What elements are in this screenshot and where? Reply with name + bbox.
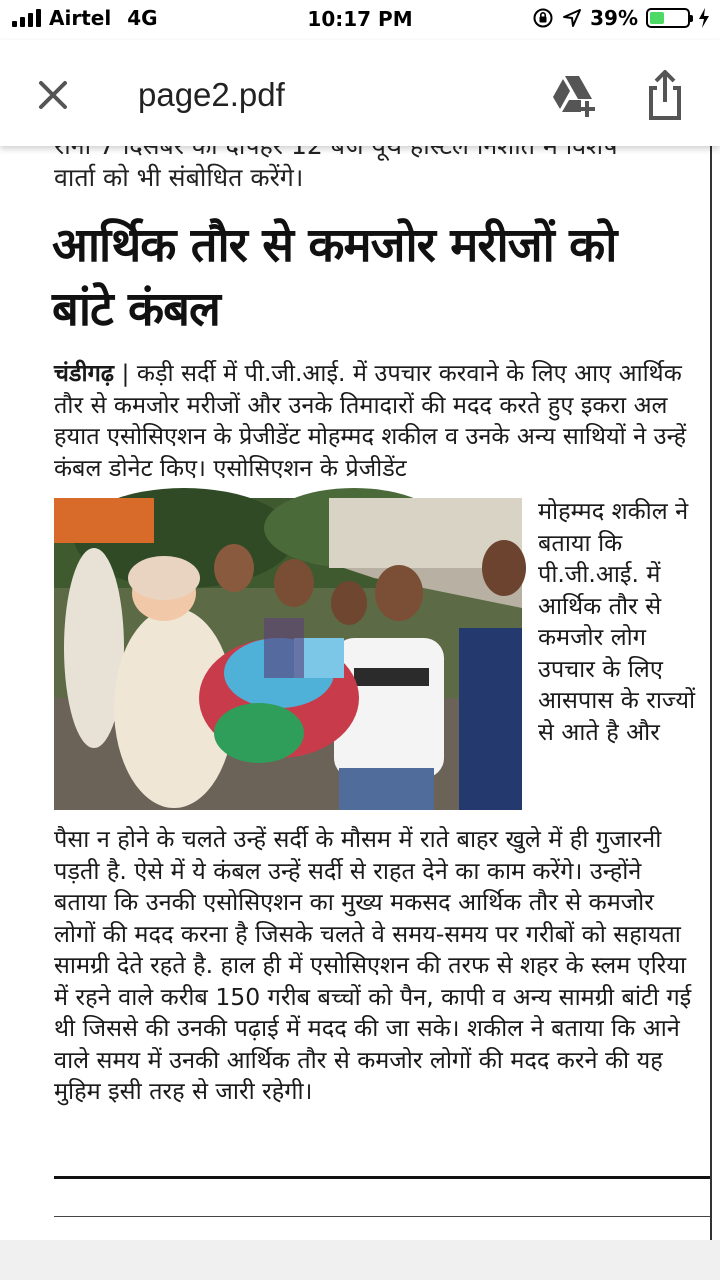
- close-icon: [38, 80, 68, 110]
- page-gap: [0, 1240, 720, 1280]
- viewer-toolbar: [0, 40, 720, 146]
- previous-article-last-line: वार्ता को भी संबोधित करेंगे।: [54, 163, 304, 192]
- share-button[interactable]: [640, 68, 690, 122]
- close-button[interactable]: [30, 72, 76, 118]
- carrier-label: Airtel: [49, 6, 112, 30]
- dateline-separator: |: [114, 359, 137, 387]
- battery-percent: 39%: [590, 6, 638, 30]
- article-paragraph-2: पैसा न होने के चलते उन्हें सर्दी के मौसम में राते बाहर खुले में ही गुजारनी पड़ती है. ऐसे में ये कंबल उन्हें सर्दी से राहत देने का काम करेंगे। उन्होंने बताया कि उनकी एसोसिएशन का मुख्य मकसद आर्थिक तौर से कमजोर लोगों की मदद करना है जिसके चलते वे समय-समय पर गरीबों को सहायता सामग्री देते रहते है. हाल ही में एसोसिएशन की तरफ से शहर के स्लम एरिया में रहने वाले करीब 150 गरीब बच्चों को पैन, कापी व अन्य सामग्री बांटी गई थी जिससे की उनकी पढ़ाई में मदद की जा सके। शकील ने बताया कि आने वाले समय में उनकी आर्थिक तौर से कमजोर लोगों की मदद करने की यह मुहिम इसी तरह से जारी रहेगी।: [54, 825, 692, 1105]
- orientation-lock-icon: [532, 7, 554, 29]
- status-right: [532, 6, 710, 30]
- article-headline: आर्थिक तौर से कमजोर मरीजों को बांटे कंबल: [52, 218, 617, 337]
- photo-side-text: मोहम्मद शकील ने बताया कि पी.जी.आई. में आर्थिक तौर से कमजोर लोग उपचार के लिए आसपास के राज्यों से आते है और: [538, 497, 696, 746]
- column-divider: [54, 1216, 712, 1217]
- status-time: 10:17 PM: [307, 7, 413, 31]
- article-photo: [54, 498, 522, 810]
- charging-icon: [698, 8, 710, 28]
- location-icon: [562, 8, 582, 28]
- add-to-drive-button[interactable]: [548, 70, 598, 120]
- add-to-drive-icon: [548, 70, 598, 120]
- network-label: 4G: [127, 6, 158, 30]
- article-dateline: चंडीगढ़: [54, 359, 115, 387]
- column-gutter-line: [710, 146, 712, 1240]
- article-paragraph-1: [54, 358, 694, 484]
- pdf-page[interactable]: [0, 146, 720, 1240]
- document-title: page2.pdf: [138, 76, 285, 113]
- battery-icon: [646, 8, 690, 28]
- article-paragraph-1-text: कड़ी सर्दी में पी.जी.आई. में उपचार करवाने के लिए आए आर्थिक तौर से कमजोर मरीजों और उनके तिमादारों की मदद करते हुए इकरा अल हयात एसोसिएशन के प्रेजीडेंट मोहम्मद शकील व उनके अन्य साथियों ने उन्हें कंबल डोनेट किए। एसोसिएशन के प्रेजीडेंट: [54, 359, 687, 482]
- status-bar: [0, 0, 720, 40]
- share-icon: [640, 68, 690, 122]
- article-end-rule: [54, 1176, 712, 1179]
